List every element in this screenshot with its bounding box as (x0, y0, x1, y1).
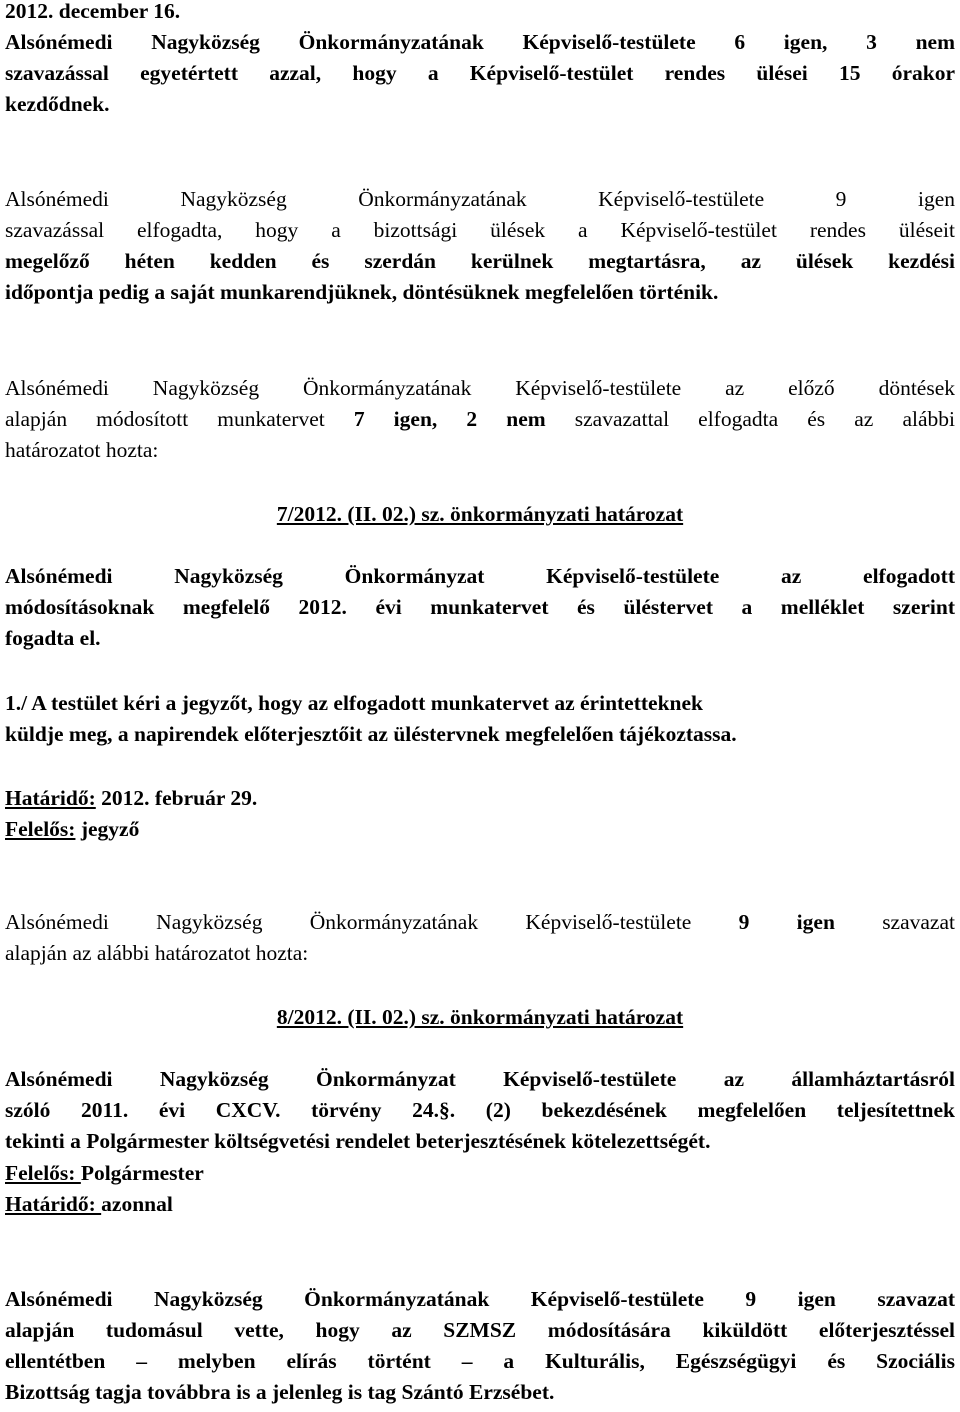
paragraph-work-plan-vote: Alsónémedi Nagyközség Önkormányzatának Képviselő-testülete az előző döntések alapján módosított munkatervet 7 igen, 2 nem szavazattal elfogadta és az alábbi határozatot hozta: (5, 376, 955, 462)
resolution-8-deadline: Határidő: azonnal (5, 1192, 173, 1216)
resolution-7-deadline: Határidő: 2012. február 29. (5, 786, 258, 810)
resolution-8-heading: 8/2012. (II. 02.) sz. önkormányzati határozat (276, 1005, 684, 1029)
resolution-7-heading: 7/2012. (II. 02.) sz. önkormányzati határozat (276, 502, 684, 526)
resolution-8-responsible: Felelős: Polgármester (5, 1161, 204, 1185)
resolution-7-responsible: Felelős: jegyző (5, 817, 140, 841)
date-line: 2012. december 16. (5, 0, 181, 23)
resolution-8-vote-line: Alsónémedi Nagyközség Önkormányzatának Képviselő-testülete 9 igen szavazat (5, 910, 955, 934)
paragraph-meeting-time: Alsónémedi Nagyközség Önkormányzatának Képviselő-testülete 6 igen, 3 nem szavazással egyetértett azzal, hogy a Képviselő-testület rendes ülései 15 órakor kezdődnek. (5, 30, 955, 116)
paragraph-resolution-8-intro: Alsónémedi Nagyközség Önkormányzatának Képviselő-testülete 9 igen szavazat alapján az alábbi határozatot hozta: (5, 907, 955, 969)
resolution-7-item-1: 1./ A testület kéri a jegyzőt, hogy az elfogadott munkatervet az érintetteknek küldje meg, a napirendek előterjesztőit az üléstervnek megfelelően tájékoztassa. (5, 691, 737, 746)
resolution-7-body: Alsónémedi Nagyközség Önkormányzat Képviselő-testülete az elfogadott módosításoknak megfelelő 2012. évi munkatervet és üléstervet a melléklet szerint fogadta el. (5, 564, 955, 650)
resolution-8-body: Alsónémedi Nagyközség Önkormányzat Képviselő-testülete az államháztartásról szóló 2011. évi CXCV. törvény 24.§. (2) bekezdésének megfelelően teljesítettnek tekinti a Polgármester költségvetési rendelet beterjesztésének kötelezettségét. (5, 1067, 955, 1153)
paragraph-committee-meetings: Alsónémedi Nagyközség Önkormányzatának Képviselő-testülete 9 igen szavazással elfogadta, hogy a bizottsági ülések a Képviselő-testület rendes üléseit megelőző héten kedden és szerdán kerülnek megtartásra, az ülések kezdési időpontja pedig a saját munkarendjüknek, döntésüknek megfelelően történik. (5, 187, 955, 304)
paragraph-committee-member: Alsónémedi Nagyközség Önkormányzatának Képviselő-testülete 9 igen szavazat alapján tudomásul vette, hogy az SZMSZ módosítására kiküldött előterjesztéssel ellentétben – melyben elírás történt – a Kulturális, Egészségügyi és Szociális Bizottság tagja továbbra is a jelenleg is tag Szántó Erzsébet. (5, 1287, 955, 1404)
work-plan-vote-line: alapján módosított munkatervet 7 igen, 2 nem szavazattal elfogadta és az alábbi (5, 407, 955, 431)
